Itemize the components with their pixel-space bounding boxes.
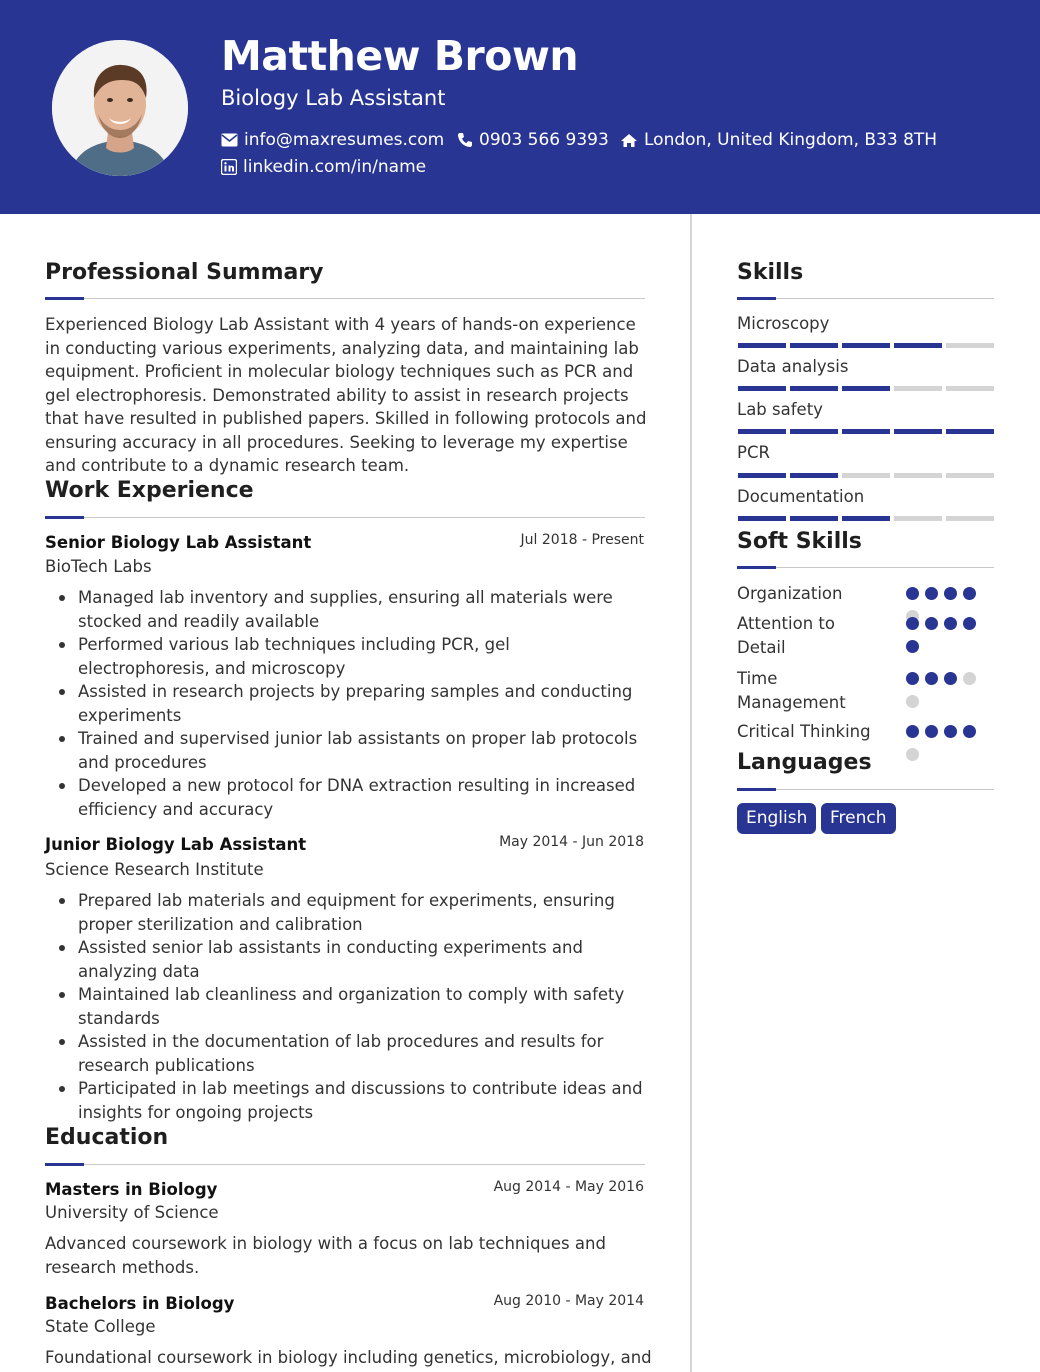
rating-dot — [963, 725, 976, 738]
skill-level-bar — [738, 516, 994, 521]
experience-heading: Work Experience — [45, 478, 254, 503]
skill-level-bar — [738, 473, 994, 478]
soft-skill-name: Time Management — [737, 669, 846, 712]
contact-email-text: info@maxresumes.com — [244, 130, 445, 150]
skill-name: Microscopy — [737, 314, 830, 333]
skill-name: PCR — [737, 443, 770, 462]
soft-skill-rating — [906, 672, 978, 708]
skill-level-segment — [738, 386, 786, 391]
skills-accent — [737, 297, 776, 300]
job-bullets — [45, 889, 645, 1124]
education-degree: Bachelors in Biology — [45, 1294, 235, 1313]
skill-level-segment — [946, 516, 994, 521]
education-degree: Masters in Biology — [45, 1180, 218, 1199]
skill-level-bar — [738, 429, 994, 434]
job-bullet: Managed lab inventory and supplies, ensuring all materials were stocked and readily available — [45, 586, 645, 633]
job-bullets — [45, 586, 645, 821]
contact-phone-text: 0903 566 9393 — [479, 130, 609, 150]
job-bullet: Developed a new protocol for DNA extraction resulting in increased efficiency and accuracy — [45, 774, 645, 821]
rating-dot — [925, 725, 938, 738]
skill-level-segment — [790, 473, 838, 478]
education-school: University of Science — [45, 1203, 219, 1222]
skill-level-segment — [738, 343, 786, 348]
summary-text: Experienced Biology Lab Assistant with 4 years of hands-on experience in conducting various experiments, analyzing data, and maintaining lab equipment. Proficient in molecular biology techniques such as PCR and gel electrophoresis. Demonstrated ability to assist in research projects that have resulted in published papers. Skilled in following protocols and ensuring accuracy in all procedures. Seeking to leverage my expertise and contribute to a dynamic research team. — [45, 315, 647, 475]
skill-level-bar — [738, 343, 994, 348]
home-icon — [620, 133, 638, 148]
soft-skill-name: Critical Thinking — [737, 722, 871, 741]
linkedin-icon — [221, 159, 237, 175]
skill-level-segment — [894, 343, 942, 348]
envelope-icon — [221, 133, 238, 147]
skill-name: Lab safety — [737, 400, 823, 419]
education-description: Foundational coursework in biology including genetics, microbiology, and — [45, 1348, 652, 1367]
rating-dot — [906, 587, 919, 600]
soft-skills-accent — [737, 566, 776, 569]
contact-linkedin-text: linkedin.com/in/name — [243, 157, 427, 177]
job-date: May 2014 - Jun 2018 — [499, 834, 644, 850]
job-bullet: Trained and supervised junior lab assistants on proper lab protocols and procedures — [45, 727, 645, 774]
skills-heading: Skills — [737, 260, 804, 285]
education-school: State College — [45, 1317, 156, 1336]
rating-dot — [944, 725, 957, 738]
job-bullet: Maintained lab cleanliness and organization to comply with safety standards — [45, 983, 645, 1030]
education-description: Advanced coursework in biology with a focus on lab techniques and research methods. — [45, 1234, 606, 1277]
rating-dot — [906, 617, 919, 630]
education-date: Aug 2010 - May 2014 — [493, 1293, 644, 1309]
phone-icon — [457, 132, 473, 148]
job-company: Science Research Institute — [45, 860, 264, 879]
skill-level-segment — [894, 516, 942, 521]
experience-accent — [45, 516, 84, 519]
skill-level-segment — [738, 473, 786, 478]
rating-dot — [906, 748, 919, 761]
education-rule — [45, 1164, 645, 1165]
summary-accent — [45, 297, 84, 300]
language-badge: French — [821, 803, 896, 834]
resume-header — [0, 0, 1040, 214]
skill-level-segment — [842, 343, 890, 348]
job-bullet: Assisted in the documentation of lab procedures and results for research publications — [45, 1030, 645, 1077]
soft-skill-name: Attention to Detail — [737, 614, 835, 657]
soft-skill-rating — [906, 617, 978, 653]
rating-dot — [906, 695, 919, 708]
skill-level-segment — [790, 429, 838, 434]
skill-level-segment — [946, 473, 994, 478]
language-badge: English — [737, 803, 816, 834]
profile-photo — [52, 40, 188, 176]
job-title: Senior Biology Lab Assistant — [45, 533, 312, 552]
contact-phone[interactable] — [457, 130, 609, 150]
rating-dot — [963, 587, 976, 600]
rating-dot — [906, 640, 919, 653]
candidate-name: Matthew Brown — [221, 32, 579, 80]
contact-email[interactable] — [221, 130, 444, 150]
experience-rule — [45, 517, 645, 518]
skill-level-segment — [946, 343, 994, 348]
job-bullet: Prepared lab materials and equipment for experiments, ensuring proper sterilization and calibration — [45, 889, 645, 936]
job-bullet: Participated in lab meetings and discussions to contribute ideas and insights for ongoing projects — [45, 1077, 645, 1124]
languages-heading: Languages — [737, 750, 872, 775]
languages-accent — [737, 788, 776, 791]
rating-dot — [963, 672, 976, 685]
skill-level-segment — [738, 429, 786, 434]
skill-level-segment — [894, 429, 942, 434]
rating-dot — [906, 725, 919, 738]
rating-dot — [963, 617, 976, 630]
skill-level-segment — [946, 429, 994, 434]
job-bullet: Assisted in research projects by preparing samples and conducting experiments — [45, 680, 645, 727]
skill-level-segment — [790, 386, 838, 391]
job-bullet: Assisted senior lab assistants in conducting experiments and analyzing data — [45, 936, 645, 983]
rating-dot — [944, 617, 957, 630]
skill-name: Data analysis — [737, 357, 849, 376]
skill-level-segment — [738, 516, 786, 521]
job-date: Jul 2018 - Present — [520, 532, 644, 548]
skill-level-segment — [842, 386, 890, 391]
soft-skill-rating — [906, 725, 978, 761]
column-divider — [690, 214, 692, 1372]
job-title: Junior Biology Lab Assistant — [45, 835, 307, 854]
skill-name: Documentation — [737, 487, 865, 506]
education-accent — [45, 1163, 84, 1166]
contact-linkedin[interactable] — [221, 157, 426, 177]
job-company: BioTech Labs — [45, 557, 152, 576]
rating-dot — [944, 587, 957, 600]
soft-skills-heading: Soft Skills — [737, 529, 862, 554]
soft-skill-name: Organization — [737, 584, 843, 603]
skill-level-segment — [790, 343, 838, 348]
rating-dot — [925, 672, 938, 685]
skill-level-segment — [894, 386, 942, 391]
skill-level-segment — [790, 516, 838, 521]
rating-dot — [944, 672, 957, 685]
skill-level-segment — [894, 473, 942, 478]
candidate-title: Biology Lab Assistant — [221, 86, 446, 110]
education-date: Aug 2014 - May 2016 — [493, 1179, 644, 1195]
skill-level-bar — [738, 386, 994, 391]
profile-photo-illustration — [52, 40, 188, 176]
rating-dot — [925, 587, 938, 600]
skill-level-segment — [946, 386, 994, 391]
skill-level-segment — [842, 473, 890, 478]
job-bullet: Performed various lab techniques including PCR, gel electrophoresis, and microscopy — [45, 633, 645, 680]
contact-address-text: London, United Kingdom, B33 8TH — [644, 130, 938, 150]
contact-address — [620, 130, 937, 150]
summary-rule — [45, 298, 645, 299]
skill-level-segment — [842, 516, 890, 521]
rating-dot — [906, 672, 919, 685]
rating-dot — [925, 617, 938, 630]
skill-level-segment — [842, 429, 890, 434]
summary-heading: Professional Summary — [45, 260, 324, 285]
education-heading: Education — [45, 1125, 169, 1150]
